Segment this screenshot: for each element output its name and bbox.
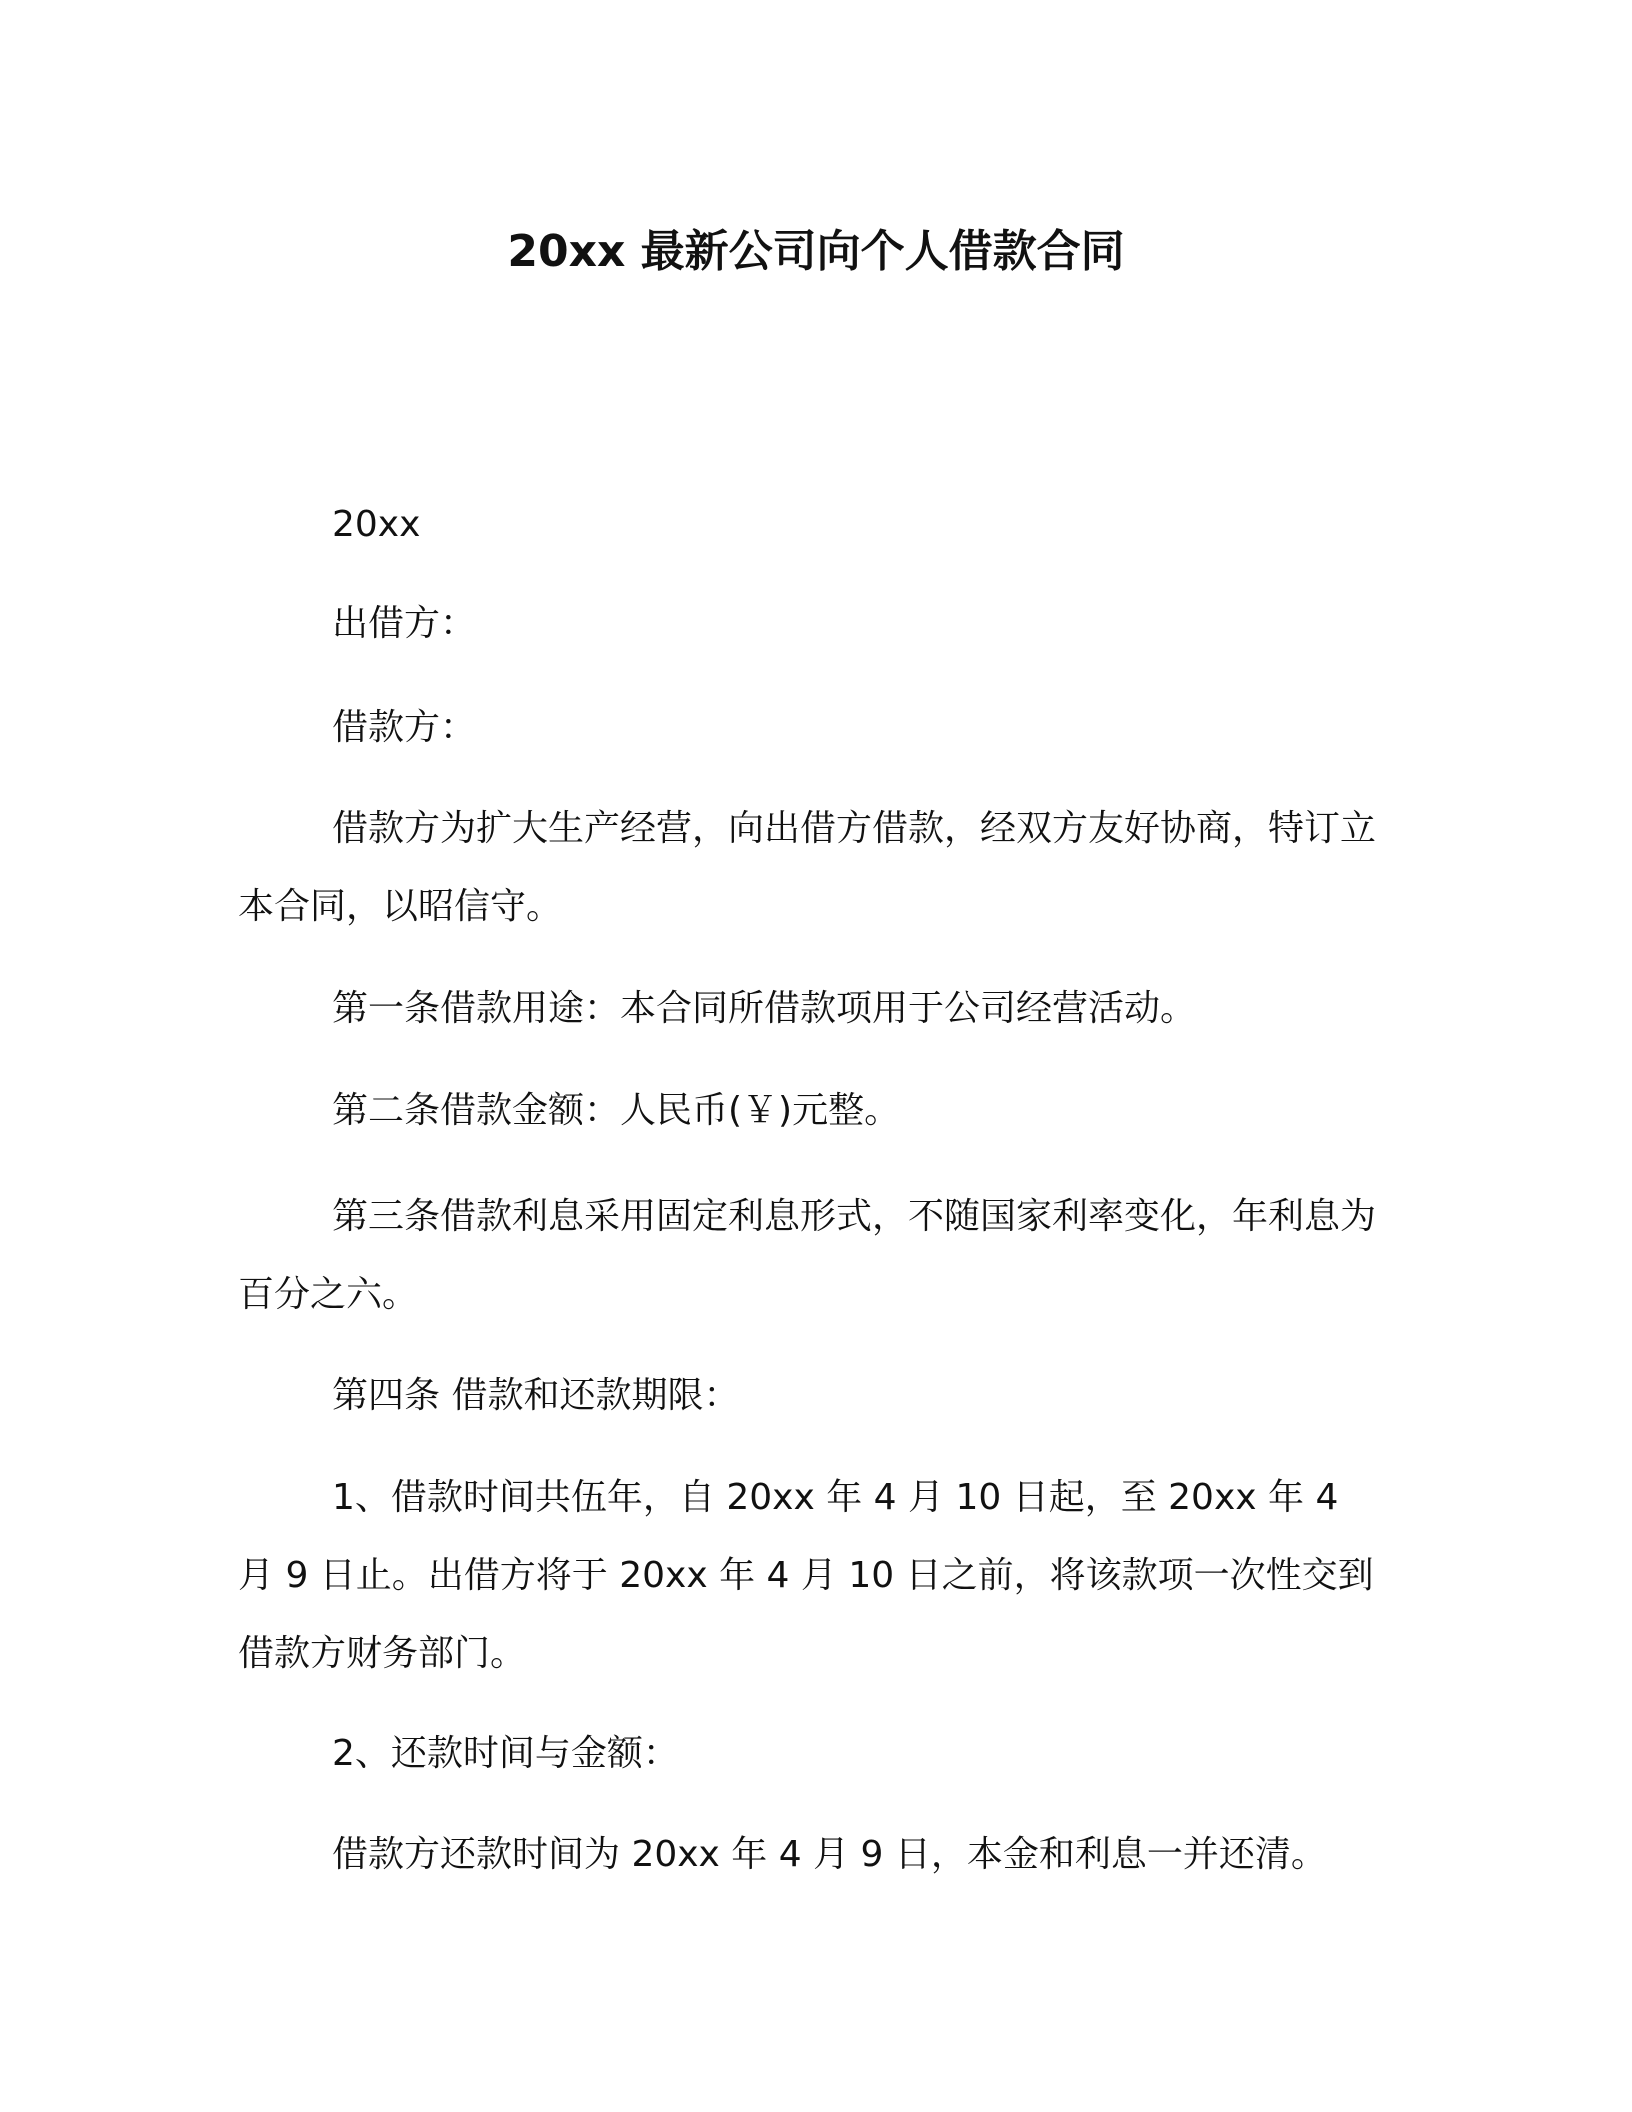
paragraph-article-1: 第一条借款用途：本合同所借款项用于公司经营活动。 bbox=[332, 988, 1197, 1029]
document-title: 20xx 最新公司向个人借款合同 bbox=[507, 226, 1125, 277]
paragraph-preamble: 借款方为扩大生产经营，向出借方借款，经双方友好协商，特订立本合同，以昭信守。 bbox=[238, 808, 1377, 927]
paragraph-borrower: 借款方： bbox=[332, 707, 477, 748]
paragraph-article-4: 第四条 借款和还款期限： bbox=[332, 1375, 740, 1416]
paragraph-article-3: 第三条借款利息采用固定利息形式，不随国家利率变化，年利息为百分之六。 bbox=[238, 1196, 1377, 1315]
paragraph-repayment-detail: 借款方还款时间为 20xx 年 4 月 9 日，本金和利息一并还清。 bbox=[332, 1834, 1327, 1875]
paragraph-article-2: 第二条借款金额：人民币(￥)元整。 bbox=[332, 1090, 901, 1131]
paragraph-lender: 出借方： bbox=[332, 603, 477, 644]
paragraph-loan-period: 1、借款时间共伍年，自 20xx 年 4 月 10 日起，至 20xx 年 4 月 9 日止。出借方将于 20xx 年 4 月 10 日之前，将该款项一次性交到借款方财务部门。 bbox=[238, 1477, 1374, 1674]
paragraph-date: 20xx bbox=[332, 504, 421, 545]
paragraph-repayment-heading: 2、还款时间与金额： bbox=[332, 1733, 679, 1774]
